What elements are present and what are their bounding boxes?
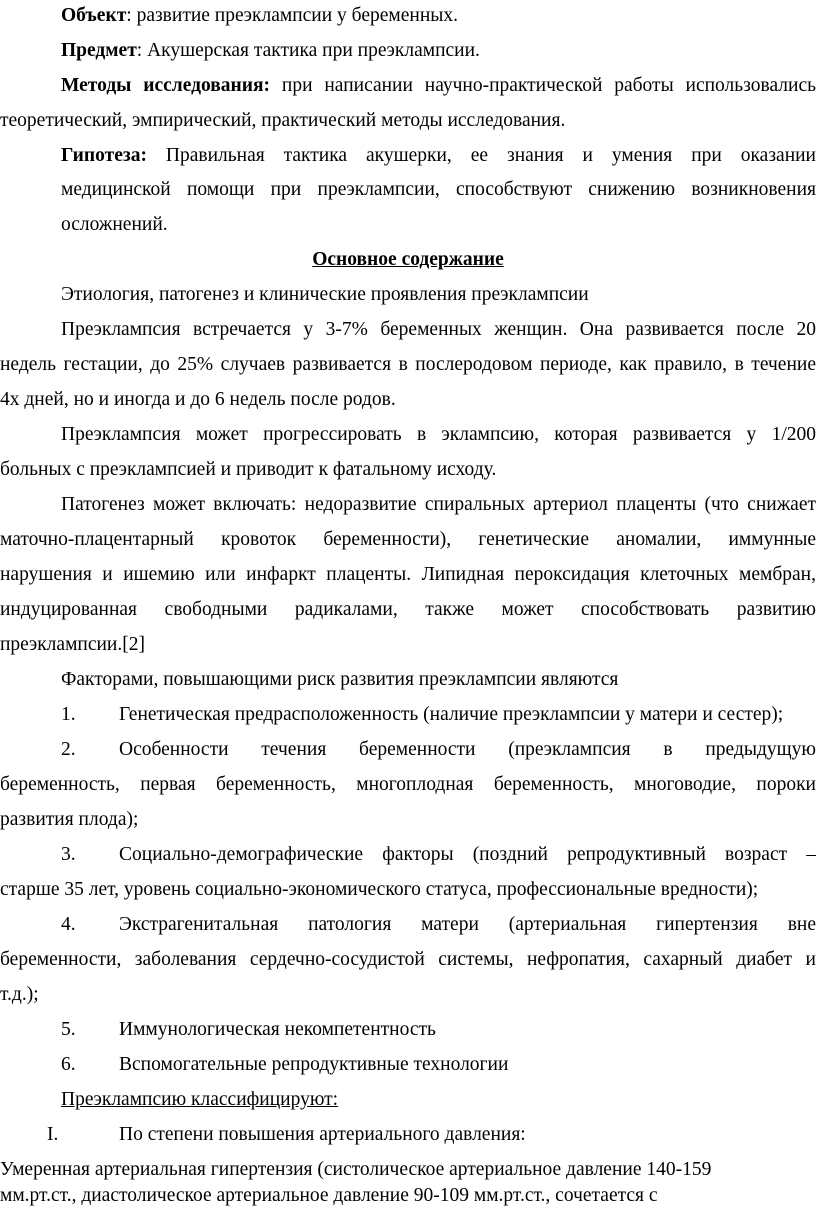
risk-item-4-line-2: беременности, заболевания сердечно-сосудистой системы, нефропатия, сахарный диабет и <box>0 949 816 970</box>
moderate-line-1: Умеренная артериальная гипертензия (систолическое артериальное давление 140-159 <box>0 1159 712 1180</box>
main-heading <box>0 248 816 272</box>
etiology-title: Этиология, патогенез и клинические проявления преэклампсии <box>61 284 589 305</box>
methods-line-1 <box>61 74 816 98</box>
risk-item-2-number: 2. <box>61 739 76 760</box>
hypothesis-line-3: осложнений. <box>61 214 168 235</box>
classification-title: Преэклампсию классифицируют: <box>61 1089 339 1110</box>
risk-item-6-number: 6. <box>61 1054 76 1075</box>
para3-line-3: нарушения и ишемию или инфаркт плаценты. Липидная пероксидация клеточных мембран, <box>0 564 816 585</box>
risk-intro: Факторами, повышающими риск развития преэклампсии являются <box>61 669 619 690</box>
risk-item-2-line-2: беременность, первая беременность, многоплодная беременность, многоводие, пороки <box>0 774 816 795</box>
object-line <box>61 4 458 28</box>
subject-label: Предмет <box>61 40 137 61</box>
risk-item-2-line-1: Особенности течения беременности (преэклампсия в предыдущую <box>119 739 816 760</box>
para2-line-1: Преэклампсия может прогрессировать в эклампсию, которая развивается у 1/200 <box>61 424 816 445</box>
para3-line-2: маточно-плацентарный кровоток беременности), генетические аномалии, иммунные <box>0 529 816 550</box>
class-item-number: I. <box>47 1124 59 1145</box>
risk-item-1-number: 1. <box>61 704 76 725</box>
risk-item-5-text: Иммунологическая некомпетентность <box>119 1019 436 1040</box>
para3-line-5: преэклампсии.[2] <box>0 634 145 655</box>
risk-item-4-line-3: т.д.); <box>0 984 39 1005</box>
risk-item-4-number: 4. <box>61 914 76 935</box>
main-heading-text: Основное содержание <box>312 249 504 270</box>
subject-line <box>61 39 480 63</box>
methods-text-1: при написании научно-практической работы использовались <box>270 75 816 96</box>
risk-item-2-line-3: развития плода); <box>0 809 139 830</box>
methods-label: Методы исследования: <box>61 75 271 96</box>
para1-line-1: Преэклампсия встречается у 3-7% беременных женщин. Она развивается после 20 <box>61 319 816 340</box>
para3-line-4: индуцированная свободными радикалами, также может способствовать развитию <box>0 599 816 620</box>
hypothesis-text-1: Правильная тактика акушерки, ее знания и умения при оказании <box>146 145 816 166</box>
risk-item-1-text: Генетическая предрасположенность (наличие преэклампсии у матери и сестер); <box>119 704 784 725</box>
risk-item-4-line-1: Экстрагенитальная патология матери (артериальная гипертензия вне <box>119 914 816 935</box>
risk-item-3-number: 3. <box>61 844 76 865</box>
moderate-line-2: мм.рт.ст., диастолическое артериальное давление 90-109 мм.рт.ст., сочетается с <box>0 1185 658 1206</box>
para1-line-2: недель гестации, до 25% случаев развивается в послеродовом периоде, как правило, в течение <box>0 354 816 375</box>
risk-item-3-line-2: старше 35 лет, уровень социально-экономического статуса, профессиональные вредности); <box>0 879 759 900</box>
hypothesis-label: Гипотеза: <box>61 145 147 166</box>
risk-item-3-line-1: Социально-демографические факторы (поздний репродуктивный возраст – <box>119 844 816 865</box>
hypothesis-line-2: медицинской помощи при преэклампсии, способствуют снижению возникновения <box>61 179 816 200</box>
methods-line-2: теоретический, эмпирический, практический методы исследования. <box>0 110 566 131</box>
para2-line-2: больных с преэклампсией и приводит к фатальному исходу. <box>0 459 497 480</box>
para1-line-3: 4х дней, но и иногда и до 6 недель после родов. <box>0 389 396 410</box>
object-label: Объект <box>61 5 127 26</box>
class-item-text: По степени повышения артериального давления: <box>119 1124 526 1145</box>
risk-item-6-text: Вспомогательные репродуктивные технологии <box>119 1054 509 1075</box>
object-text: : развитие преэклампсии у беременных. <box>126 5 459 26</box>
para3-line-1: Патогенез может включать: недоразвитие спиральных артериол плаценты (что снижает <box>61 494 816 515</box>
risk-item-5-number: 5. <box>61 1019 76 1040</box>
hypothesis-line-1 <box>61 144 816 168</box>
subject-text: : Акушерская тактика при преэклампсии. <box>136 40 480 61</box>
